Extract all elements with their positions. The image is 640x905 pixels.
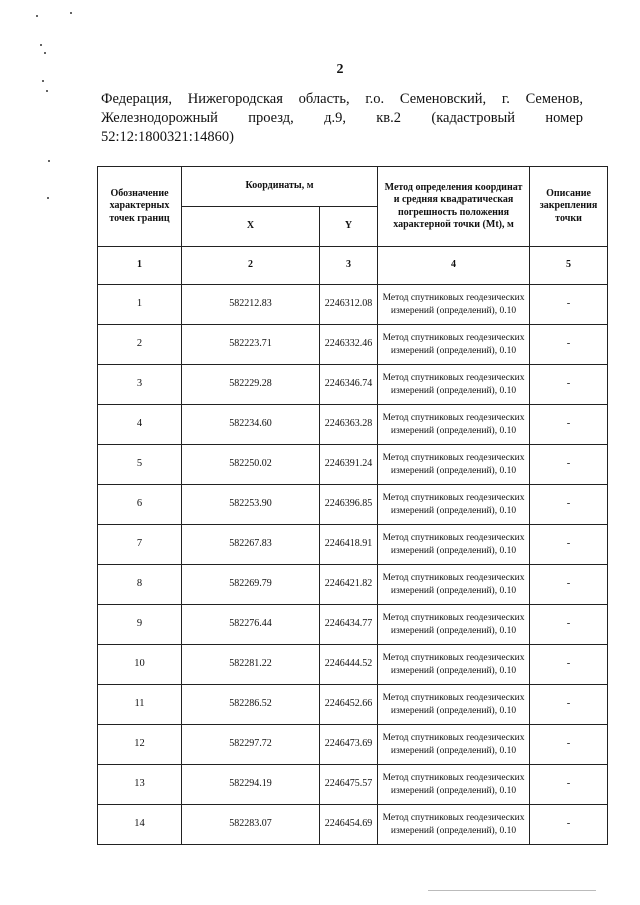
y-coordinate: 2246421.82 [320, 565, 378, 605]
column-number: 3 [320, 247, 378, 285]
scan-speck [42, 80, 44, 82]
intro-word: Семенов, [525, 91, 583, 107]
method-cell: Метод спутниковых геодезических измерений (определений), 0.10 [378, 285, 530, 325]
description-cell: - [530, 645, 608, 685]
y-coordinate: 2246418.91 [320, 525, 378, 565]
point-number: 6 [98, 485, 182, 525]
table-row [98, 285, 608, 325]
x-coordinate: 582229.28 [182, 365, 320, 405]
point-number: 11 [98, 685, 182, 725]
column-number: 4 [378, 247, 530, 285]
x-coordinate: 582286.52 [182, 685, 320, 725]
x-coordinate: 582297.72 [182, 725, 320, 765]
cadastral-number: 52:12:1800321:14860) [101, 129, 234, 145]
intro-word: номер [545, 110, 583, 126]
scan-speck [40, 44, 42, 46]
x-coordinate: 582281.22 [182, 645, 320, 685]
x-coordinate: 582212.83 [182, 285, 320, 325]
method-cell: Метод спутниковых геодезических измерений (определений), 0.10 [378, 445, 530, 485]
description-cell: - [530, 405, 608, 445]
y-coordinate: 2246396.85 [320, 485, 378, 525]
y-coordinate: 2246444.52 [320, 645, 378, 685]
table-row [98, 485, 608, 525]
intro-word: г. [501, 91, 510, 107]
intro-line-2 [101, 109, 583, 128]
intro-line-3 [101, 128, 583, 147]
table-header-row [98, 167, 608, 207]
header-designation: Обозначение характерных точек границ [98, 167, 182, 247]
x-coordinate: 582276.44 [182, 605, 320, 645]
y-coordinate: 2246452.66 [320, 685, 378, 725]
method-cell: Метод спутниковых геодезических измерений (определений), 0.10 [378, 485, 530, 525]
description-cell: - [530, 325, 608, 365]
header-y: Y [320, 207, 378, 247]
description-cell: - [530, 805, 608, 845]
header-description: Описание закрепления точки [530, 167, 608, 247]
x-coordinate: 582253.90 [182, 485, 320, 525]
x-coordinate: 582250.02 [182, 445, 320, 485]
point-number: 8 [98, 565, 182, 605]
table-row [98, 765, 608, 805]
x-coordinate: 582283.07 [182, 805, 320, 845]
point-number: 10 [98, 645, 182, 685]
scan-speck [47, 197, 49, 199]
intro-word: область, [298, 91, 350, 107]
y-coordinate: 2246391.24 [320, 445, 378, 485]
footer-rule [428, 890, 596, 891]
method-cell: Метод спутниковых геодезических измерений (определений), 0.10 [378, 565, 530, 605]
table-row [98, 645, 608, 685]
description-cell: - [530, 525, 608, 565]
method-cell: Метод спутниковых геодезических измерений (определений), 0.10 [378, 525, 530, 565]
intro-line-1 [101, 90, 583, 109]
table-row [98, 405, 608, 445]
point-number: 4 [98, 405, 182, 445]
table-row [98, 725, 608, 765]
header-coordinates: Координаты, м [182, 167, 378, 207]
point-number: 2 [98, 325, 182, 365]
method-cell: Метод спутниковых геодезических измерений (определений), 0.10 [378, 765, 530, 805]
description-cell: - [530, 565, 608, 605]
table-row [98, 605, 608, 645]
point-number: 3 [98, 365, 182, 405]
intro-address-text [101, 90, 583, 147]
intro-word: (кадастровый [431, 110, 516, 126]
scan-speck [70, 12, 72, 14]
description-cell: - [530, 365, 608, 405]
y-coordinate: 2246473.69 [320, 725, 378, 765]
description-cell: - [530, 285, 608, 325]
description-cell: - [530, 605, 608, 645]
method-cell: Метод спутниковых геодезических измерений (определений), 0.10 [378, 805, 530, 845]
y-coordinate: 2246434.77 [320, 605, 378, 645]
intro-word: Нижегородская [187, 91, 283, 107]
y-coordinate: 2246475.57 [320, 765, 378, 805]
column-number: 1 [98, 247, 182, 285]
scan-speck [48, 160, 50, 162]
scan-speck [46, 90, 48, 92]
method-cell: Метод спутниковых геодезических измерений (определений), 0.10 [378, 645, 530, 685]
point-number: 7 [98, 525, 182, 565]
x-coordinate: 582294.19 [182, 765, 320, 805]
scan-speck [36, 15, 38, 17]
x-coordinate: 582234.60 [182, 405, 320, 445]
method-cell: Метод спутниковых геодезических измерений (определений), 0.10 [378, 405, 530, 445]
point-number: 9 [98, 605, 182, 645]
header-x: X [182, 207, 320, 247]
column-number: 5 [530, 247, 608, 285]
point-number: 14 [98, 805, 182, 845]
method-cell: Метод спутниковых геодезических измерений (определений), 0.10 [378, 325, 530, 365]
method-cell: Метод спутниковых геодезических измерений (определений), 0.10 [378, 605, 530, 645]
description-cell: - [530, 725, 608, 765]
table-row [98, 445, 608, 485]
coordinates-table [97, 166, 608, 845]
x-coordinate: 582269.79 [182, 565, 320, 605]
method-cell: Метод спутниковых геодезических измерений (определений), 0.10 [378, 365, 530, 405]
x-coordinate: 582223.71 [182, 325, 320, 365]
table-row [98, 565, 608, 605]
table-row [98, 805, 608, 845]
page-number: 2 [336, 62, 344, 77]
intro-word: д.9, [324, 110, 346, 126]
y-coordinate: 2246312.08 [320, 285, 378, 325]
intro-word: Федерация, [101, 91, 173, 107]
description-cell: - [530, 765, 608, 805]
intro-word: проезд, [248, 110, 294, 126]
column-number-row [98, 247, 608, 285]
intro-word: г.о. [365, 91, 385, 107]
description-cell: - [530, 445, 608, 485]
point-number: 12 [98, 725, 182, 765]
point-number: 1 [98, 285, 182, 325]
table-row [98, 525, 608, 565]
x-coordinate: 582267.83 [182, 525, 320, 565]
y-coordinate: 2246363.28 [320, 405, 378, 445]
table-row [98, 365, 608, 405]
column-number: 2 [182, 247, 320, 285]
y-coordinate: 2246332.46 [320, 325, 378, 365]
scan-speck [44, 52, 46, 54]
point-number: 13 [98, 765, 182, 805]
table-row [98, 685, 608, 725]
y-coordinate: 2246346.74 [320, 365, 378, 405]
method-cell: Метод спутниковых геодезических измерений (определений), 0.10 [378, 725, 530, 765]
table-body [98, 285, 608, 845]
intro-word: Семеновский, [399, 91, 487, 107]
y-coordinate: 2246454.69 [320, 805, 378, 845]
description-cell: - [530, 685, 608, 725]
method-cell: Метод спутниковых геодезических измерений (определений), 0.10 [378, 685, 530, 725]
intro-word: кв.2 [376, 110, 402, 126]
intro-word: Железнодорожный [101, 110, 218, 126]
table-row [98, 325, 608, 365]
header-method: Метод определения координат и средняя квадратическая погрешность положения характерной точки (Mt), м [378, 167, 530, 247]
point-number: 5 [98, 445, 182, 485]
description-cell: - [530, 485, 608, 525]
